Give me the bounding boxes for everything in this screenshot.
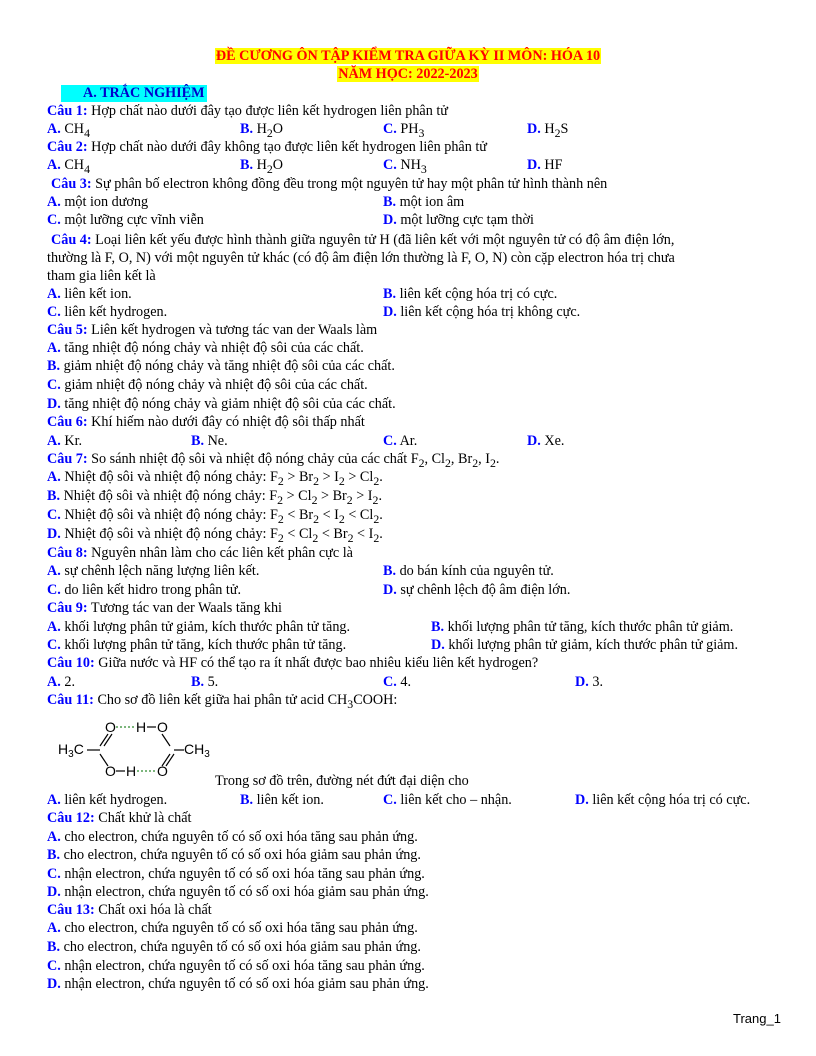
- question-9: Câu 9: Tương tác van der Waals tăng khi: [47, 600, 282, 616]
- option-7a: A. Nhiệt độ sôi và nhiệt độ nóng chảy: $F_2 > Br_2 > I_2 > Cl_2$.: [47, 469, 383, 488]
- bond-c-o-double-1: [100, 734, 108, 746]
- option-2c: C. $NH_3$: [383, 157, 427, 176]
- option-6c: C. Ar.: [383, 433, 418, 449]
- question-10: Câu 10: Giữa nước và HF có thể tạo ra ít nhất được bao nhiêu kiểu liên kết hydrogen?: [47, 655, 539, 671]
- option-5d: D. tăng nhiệt độ nóng chảy và giảm nhiệt độ sôi của các chất.: [47, 396, 396, 412]
- page-number: Trang_1: [733, 1011, 781, 1026]
- option-6a: A. Kr.: [47, 433, 83, 449]
- option-2d: D. HF: [527, 157, 563, 173]
- option-5a: A. tăng nhiệt độ nóng chảy và nhiệt độ sôi của các chất.: [47, 340, 364, 356]
- option-1b: B. $H_2O$: [240, 121, 283, 140]
- acetic-acid-dimer-diagram: [56, 714, 208, 778]
- option-4c: C. liên kết hydrogen.: [47, 304, 168, 320]
- oxygen-bottom-left: O: [105, 763, 116, 779]
- hydrogen-top: H: [136, 719, 147, 735]
- option-6d: D. Xe.: [527, 433, 565, 449]
- option-12b: B. cho electron, chứa nguyên tố có số oxi hóa giảm sau phản ứng.: [47, 847, 421, 863]
- question-6: Câu 6: Khí hiếm nào dưới đây có nhiệt độ sôi thấp nhất: [47, 414, 365, 430]
- question-4-line2: thường là F, O, N) với một nguyên tử khác (có độ âm điện lớn thường là F, O, N) còn cặp electron hóa trị chưa: [47, 250, 675, 266]
- option-3c: C. một lưỡng cực vĩnh viễn: [47, 212, 204, 228]
- option-11d: D. liên kết cộng hóa trị có cực.: [575, 792, 751, 808]
- bond-c-o-double-2: [104, 734, 112, 746]
- option-4a: A. liên kết ion.: [47, 286, 132, 302]
- methyl-right: $CH_3$: [184, 741, 210, 760]
- question-1: Câu 1: Hợp chất nào dưới đây tạo được liên kết hydrogen liên phân tử: [47, 103, 448, 119]
- option-4d: D. liên kết cộng hóa trị không cực.: [383, 304, 581, 320]
- option-9c: C. khối lượng phân tử tăng, kích thước phân tử tăng.: [47, 637, 347, 653]
- oxygen-top-right: O: [157, 719, 168, 735]
- document-title: ĐỀ CƯƠNG ÔN TẬP KIỂM TRA GIỮA KỲ II MÔN: HÓA 10: [215, 48, 601, 64]
- question-13: Câu 13: Chất oxi hóa là chất: [47, 902, 212, 918]
- option-7c: C. Nhiệt độ sôi và nhiệt độ nóng chảy: $F_2 < Br_2 < I_2 < Cl_2$.: [47, 507, 383, 526]
- option-9b: B. khối lượng phân tử tăng, kích thước phân tử giảm.: [431, 619, 734, 635]
- section-heading: A. TRẮC NGHIỆM: [61, 85, 207, 102]
- oxygen-top-left: O: [105, 719, 116, 735]
- question-3: Câu 3: Sự phân bố electron không đồng đều trong một nguyên tử hay một phân tử hình thành nên: [51, 176, 608, 192]
- option-8c: C. do liên kết hidro trong phân tử.: [47, 582, 242, 598]
- option-3d: D. một lưỡng cực tạm thời: [383, 212, 534, 228]
- option-1c: C. $PH_3$: [383, 121, 425, 140]
- option-12a: A. cho electron, chứa nguyên tố có số oxi hóa tăng sau phản ứng.: [47, 829, 418, 845]
- option-10c: C. 4.: [383, 674, 411, 690]
- option-10d: D. 3.: [575, 674, 603, 690]
- question-4-line3: tham gia liên kết là: [47, 268, 156, 284]
- option-5c: C. giảm nhiệt độ nóng chảy và nhiệt độ sôi của các chất.: [47, 377, 368, 393]
- oxygen-bottom-right: O: [157, 763, 168, 779]
- question-7: Câu 7: So sánh nhiệt độ sôi và nhiệt độ nóng chảy của các chất $F_2$, $Cl_2$, $Br_2$, $I_2$.: [47, 451, 500, 470]
- document-header: [0, 47, 816, 83]
- question-5: Câu 5: Liên kết hydrogen và tương tác van der Waals làm: [47, 322, 378, 338]
- option-13d: D. nhận electron, chứa nguyên tố có số oxi hóa giảm sau phản ứng.: [47, 976, 429, 992]
- option-11a: A. liên kết hydrogen.: [47, 792, 168, 808]
- option-9a: A. khối lượng phân tử giảm, kích thước phân tử tăng.: [47, 619, 351, 635]
- question-11-caption: Trong sơ đồ trên, đường nét đứt đại diện cho: [215, 773, 469, 789]
- option-13c: C. nhận electron, chứa nguyên tố có số oxi hóa tăng sau phản ứng.: [47, 958, 425, 974]
- question-2: Câu 2: Hợp chất nào dưới đây không tạo được liên kết hydrogen liên phân tử: [47, 139, 487, 155]
- option-3b: B. một ion âm: [383, 194, 465, 210]
- option-2a: A. $CH_4$: [47, 157, 90, 176]
- school-year: NĂM HỌC: 2022-2023: [338, 66, 478, 82]
- question-8: Câu 8: Nguyên nhân làm cho các liên kết phân cực là: [47, 545, 353, 561]
- question-11: Câu 11: Cho sơ đồ liên kết giữa hai phân tử acid $CH_3COOH$:: [47, 692, 398, 711]
- hydrogen-bottom: H: [126, 763, 137, 779]
- option-1a: A. $CH_4$: [47, 121, 90, 140]
- option-11c: C. liên kết cho – nhận.: [383, 792, 512, 808]
- option-8a: A. sự chênh lệch năng lượng liên kết.: [47, 563, 260, 579]
- option-3a: A. một ion dương: [47, 194, 149, 210]
- question-4: Câu 4: Loại liên kết yếu được hình thành giữa nguyên tử H (đã liên kết với một nguyên tử có độ âm điện lớn,: [51, 232, 675, 248]
- option-1d: D. $H_2S$: [527, 121, 569, 140]
- option-12d: D. nhận electron, chứa nguyên tố có số oxi hóa giảm sau phản ứng.: [47, 884, 429, 900]
- option-11b: B. liên kết ion.: [240, 792, 324, 808]
- option-8b: B. do bán kính của nguyên tử.: [383, 563, 554, 579]
- option-8d: D. sự chênh lệch độ âm điện lớn.: [383, 582, 571, 598]
- option-12c: C. nhận electron, chứa nguyên tố có số oxi hóa tăng sau phản ứng.: [47, 866, 425, 882]
- option-13b: B. cho electron, chứa nguyên tố có số oxi hóa giảm sau phản ứng.: [47, 939, 421, 955]
- option-7d: D. Nhiệt độ sôi và nhiệt độ nóng chảy: $F_2 < Cl_2 < Br_2 < I_2$.: [47, 526, 383, 545]
- option-9d: D. khối lượng phân tử giảm, kích thước phân tử giảm.: [431, 637, 739, 653]
- option-7b: B. Nhiệt độ sôi và nhiệt độ nóng chảy: $F_2 > Cl_2 > Br_2 > I_2$.: [47, 488, 382, 507]
- bond-o-c-right-top: [162, 734, 170, 746]
- methyl-left: $H_3C$: [58, 741, 84, 760]
- option-5b: B. giảm nhiệt độ nóng chảy và tăng nhiệt độ sôi của các chất.: [47, 358, 395, 374]
- option-10a: A. 2.: [47, 674, 75, 690]
- option-6b: B. Ne.: [191, 433, 228, 449]
- question-12: Câu 12: Chất khử là chất: [47, 810, 192, 826]
- option-10b: B. 5.: [191, 674, 219, 690]
- option-13a: A. cho electron, chứa nguyên tố có số oxi hóa tăng sau phản ứng.: [47, 920, 418, 936]
- option-4b: B. liên kết cộng hóa trị có cực.: [383, 286, 558, 302]
- option-2b: B. $H_2O$: [240, 157, 283, 176]
